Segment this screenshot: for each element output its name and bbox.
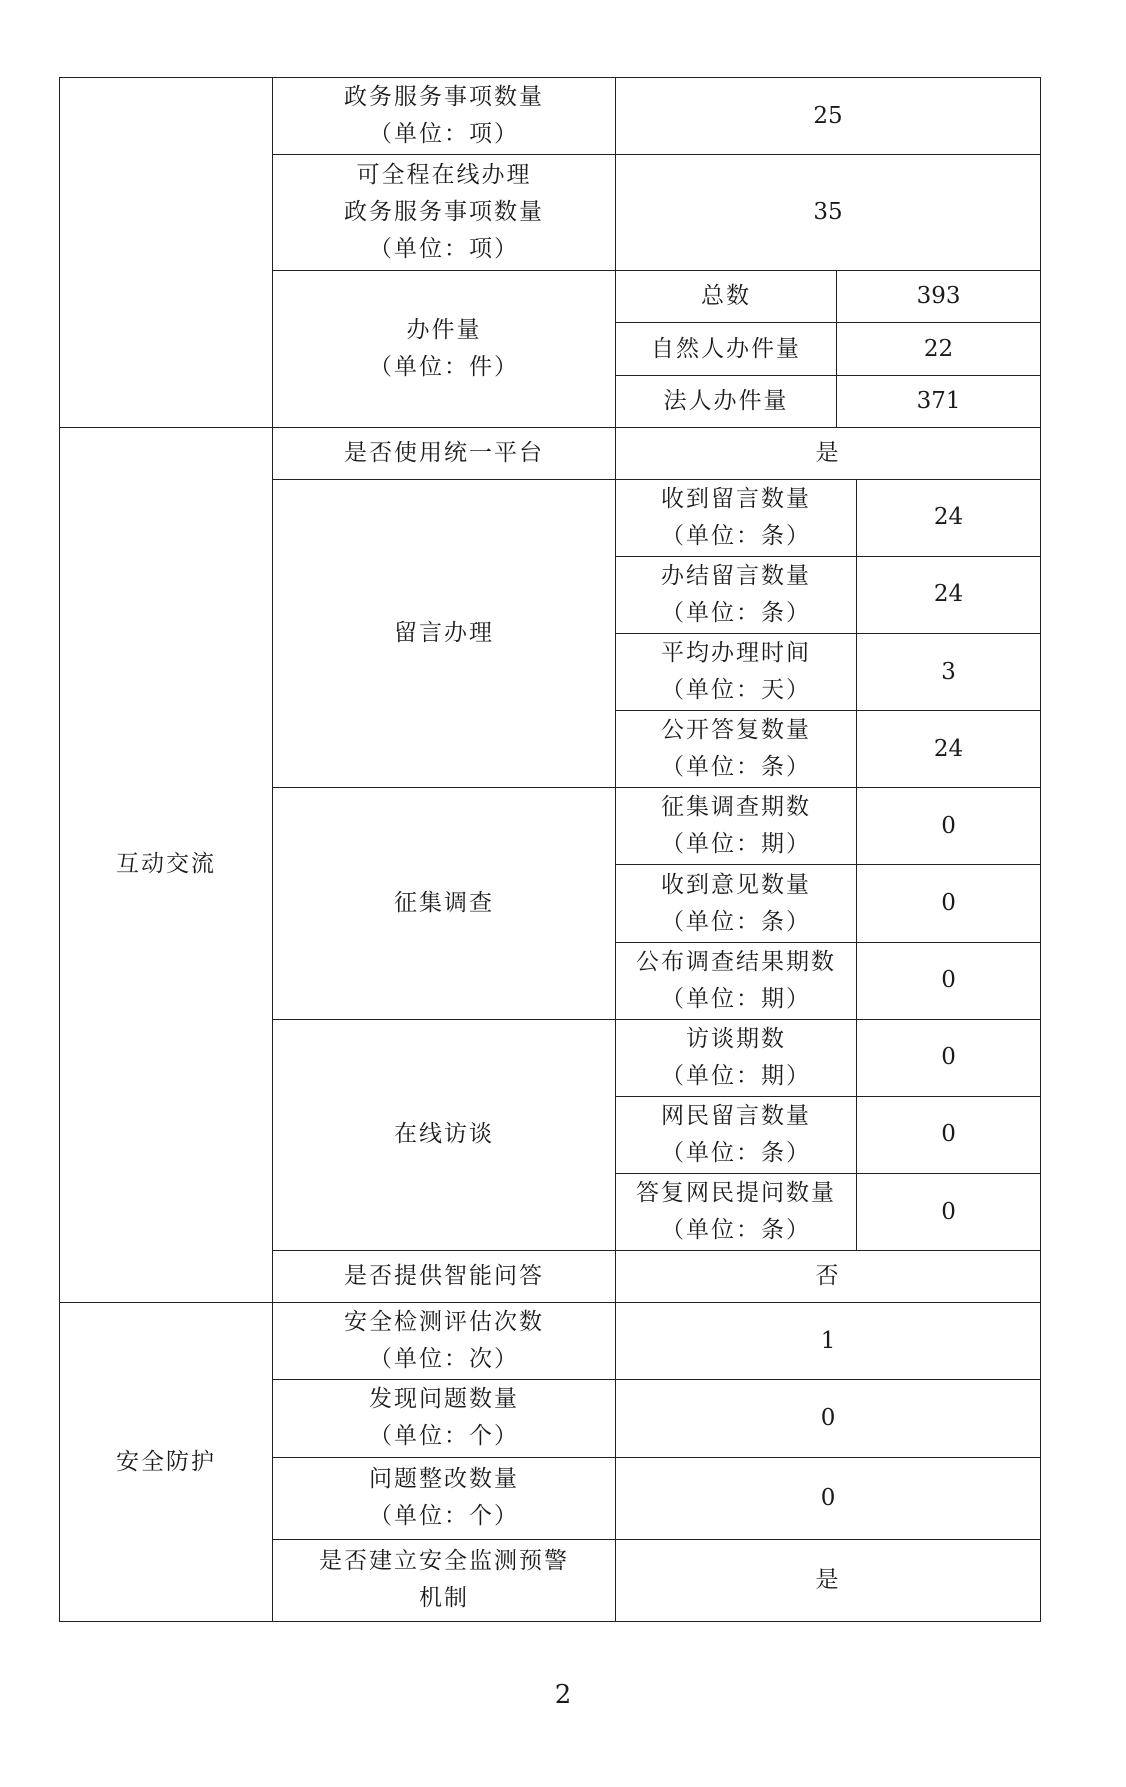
category-cell-empty xyxy=(60,78,273,428)
row-label: 可全程在线办理 政务服务事项数量 （单位：项） xyxy=(273,155,616,271)
group-label-messages: 留言办理 xyxy=(273,479,616,788)
sub-value: 24 xyxy=(857,479,1041,556)
statistics-table xyxy=(59,77,1041,1622)
sub-label: 收到意见数量 （单位：条） xyxy=(616,865,857,942)
row-value: 否 xyxy=(616,1251,1041,1303)
sub-value: 371 xyxy=(837,375,1041,427)
table-row xyxy=(60,1303,1041,1380)
row-label: 是否提供智能问答 xyxy=(273,1251,616,1303)
row-value: 是 xyxy=(616,427,1041,479)
row-label: 办件量 （单位：件） xyxy=(273,271,616,427)
row-value: 0 xyxy=(616,1457,1041,1539)
category-security: 安全防护 xyxy=(60,1303,273,1622)
table-row xyxy=(60,78,1041,155)
category-interaction: 互动交流 xyxy=(60,427,273,1303)
row-label: 安全检测评估次数 （单位：次） xyxy=(273,1303,616,1380)
row-label: 问题整改数量 （单位：个） xyxy=(273,1457,616,1539)
sub-label: 平均办理时间 （单位：天） xyxy=(616,634,857,711)
sub-label: 访谈期数 （单位：期） xyxy=(616,1019,857,1096)
row-label: 是否建立安全监测预警 机制 xyxy=(273,1539,616,1621)
sub-value: 0 xyxy=(857,1019,1041,1096)
sub-label: 法人办件量 xyxy=(616,375,837,427)
sub-value: 393 xyxy=(837,271,1041,323)
row-value: 35 xyxy=(616,155,1041,271)
sub-label: 公开答复数量 （单位：条） xyxy=(616,711,857,788)
sub-label: 总数 xyxy=(616,271,837,323)
sub-label: 自然人办件量 xyxy=(616,323,837,375)
sub-value: 24 xyxy=(857,711,1041,788)
sub-value: 0 xyxy=(857,1174,1041,1251)
sub-value: 0 xyxy=(857,788,1041,865)
table-row xyxy=(60,427,1041,479)
page-number: 2 xyxy=(554,1680,572,1710)
row-label: 政务服务事项数量 （单位：项） xyxy=(273,78,616,155)
row-label: 发现问题数量 （单位：个） xyxy=(273,1380,616,1457)
sub-label: 公布调查结果期数 （单位：期） xyxy=(616,942,857,1019)
sub-label: 征集调查期数 （单位：期） xyxy=(616,788,857,865)
row-value: 1 xyxy=(616,1303,1041,1380)
sub-value: 0 xyxy=(857,865,1041,942)
sub-value: 0 xyxy=(857,942,1041,1019)
sub-label: 网民留言数量 （单位：条） xyxy=(616,1096,857,1173)
sub-label: 办结留言数量 （单位：条） xyxy=(616,556,857,633)
sub-label: 答复网民提问数量 （单位：条） xyxy=(616,1174,857,1251)
sub-value: 0 xyxy=(857,1096,1041,1173)
row-value: 0 xyxy=(616,1380,1041,1457)
sub-value: 22 xyxy=(837,323,1041,375)
sub-value: 3 xyxy=(857,634,1041,711)
row-label: 是否使用统一平台 xyxy=(273,427,616,479)
row-value: 25 xyxy=(616,78,1041,155)
group-label-interview: 在线访谈 xyxy=(273,1019,616,1250)
row-value: 是 xyxy=(616,1539,1041,1621)
sub-label: 收到留言数量 （单位：条） xyxy=(616,479,857,556)
group-label-survey: 征集调查 xyxy=(273,788,616,1019)
sub-value: 24 xyxy=(857,556,1041,633)
